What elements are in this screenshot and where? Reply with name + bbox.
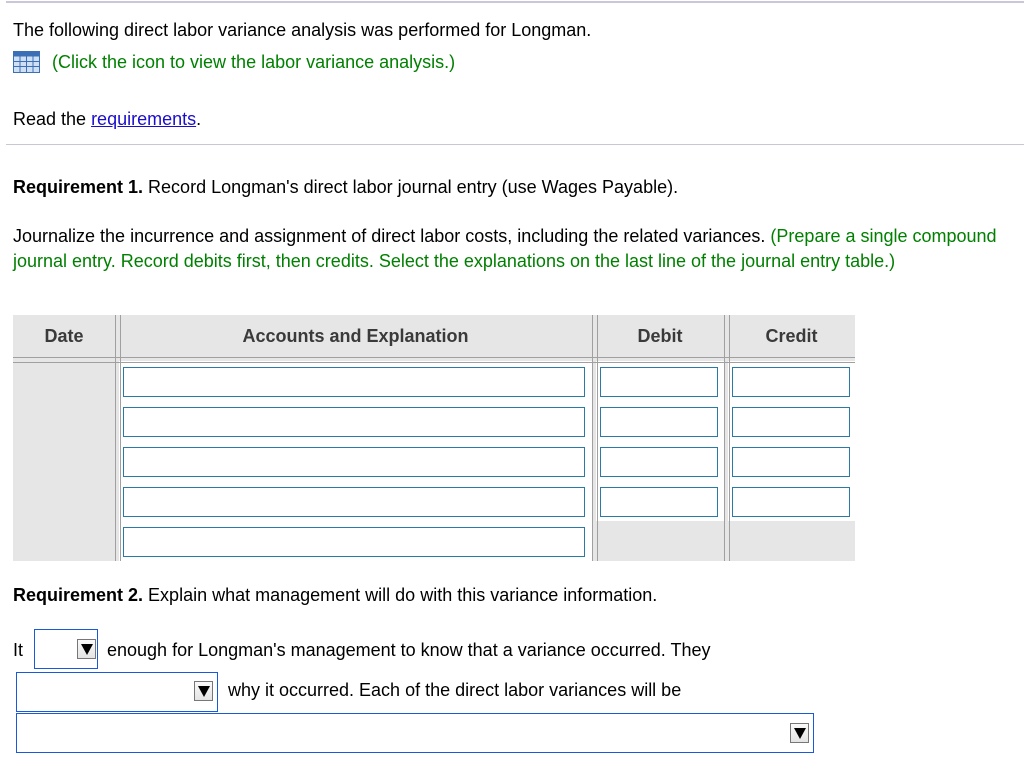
requirements-link[interactable]: requirements [91,109,197,129]
debit-input-2[interactable] [600,407,718,437]
journal-instructions [13,224,1017,274]
dropdown-2[interactable] [16,672,218,712]
requirement2-label: Requirement 2. [13,585,144,605]
debit-input-4[interactable] [600,487,718,517]
section-divider [6,144,1024,145]
credit-input-3[interactable] [732,447,850,477]
header-accounts: Accounts and Explanation [242,326,469,346]
debit-input-1[interactable] [600,367,718,397]
read-requirements-suffix: . [196,109,202,129]
top-border [6,1,1024,3]
chevron-down-icon [790,723,809,743]
debit-input-3[interactable] [600,447,718,477]
requirement1-label: Requirement 1. [13,177,144,197]
header-date: Date [44,326,84,346]
table-icon[interactable] [13,51,40,73]
explanation-input[interactable] [123,527,585,557]
requirement1-heading [13,177,678,198]
instruction-green-text: (Prepare a single compound journal entry. Record debits first, then credits. Select the explanations on the last line of the journal entry table.) [13,226,997,271]
account-input-1[interactable] [123,367,585,397]
credit-input-1[interactable] [732,367,850,397]
read-requirements-line [13,109,201,130]
intro-text: The following direct labor variance analysis was performed for Longman. [13,20,592,40]
journal-entry-table [13,315,855,561]
variance-analysis-hint: (Click the icon to view the labor variance analysis.) [52,51,456,72]
credit-input-2[interactable] [732,407,850,437]
header-credit: Credit [765,326,818,346]
read-requirements-prefix: Read the [13,109,92,129]
dropdown-1[interactable] [34,629,98,669]
requirement2-text: Explain what management will do with this variance information. [143,585,658,605]
chevron-down-icon [194,681,213,701]
sentence-part1: It [13,640,24,660]
variance-analysis-link-row [13,51,455,73]
column-separator [592,315,598,561]
column-separator [115,315,121,561]
column-separator [724,315,730,561]
instruction-text: Journalize the incurrence and assignment of direct labor costs, including the related variances. [13,226,771,246]
header-debit: Debit [637,326,683,346]
chevron-down-icon [77,639,96,659]
dropdown-3[interactable] [16,713,814,753]
requirement1-text: Record Longman's direct labor journal entry (use Wages Payable). [143,177,679,197]
sentence-part3: why it occurred. Each of the direct labor variances will be [228,680,682,700]
sentence-part2: enough for Longman's management to know that a variance occurred. They [107,640,711,660]
account-input-4[interactable] [123,487,585,517]
account-input-2[interactable] [123,407,585,437]
credit-input-4[interactable] [732,487,850,517]
requirement2-heading [13,585,657,606]
account-input-3[interactable] [123,447,585,477]
